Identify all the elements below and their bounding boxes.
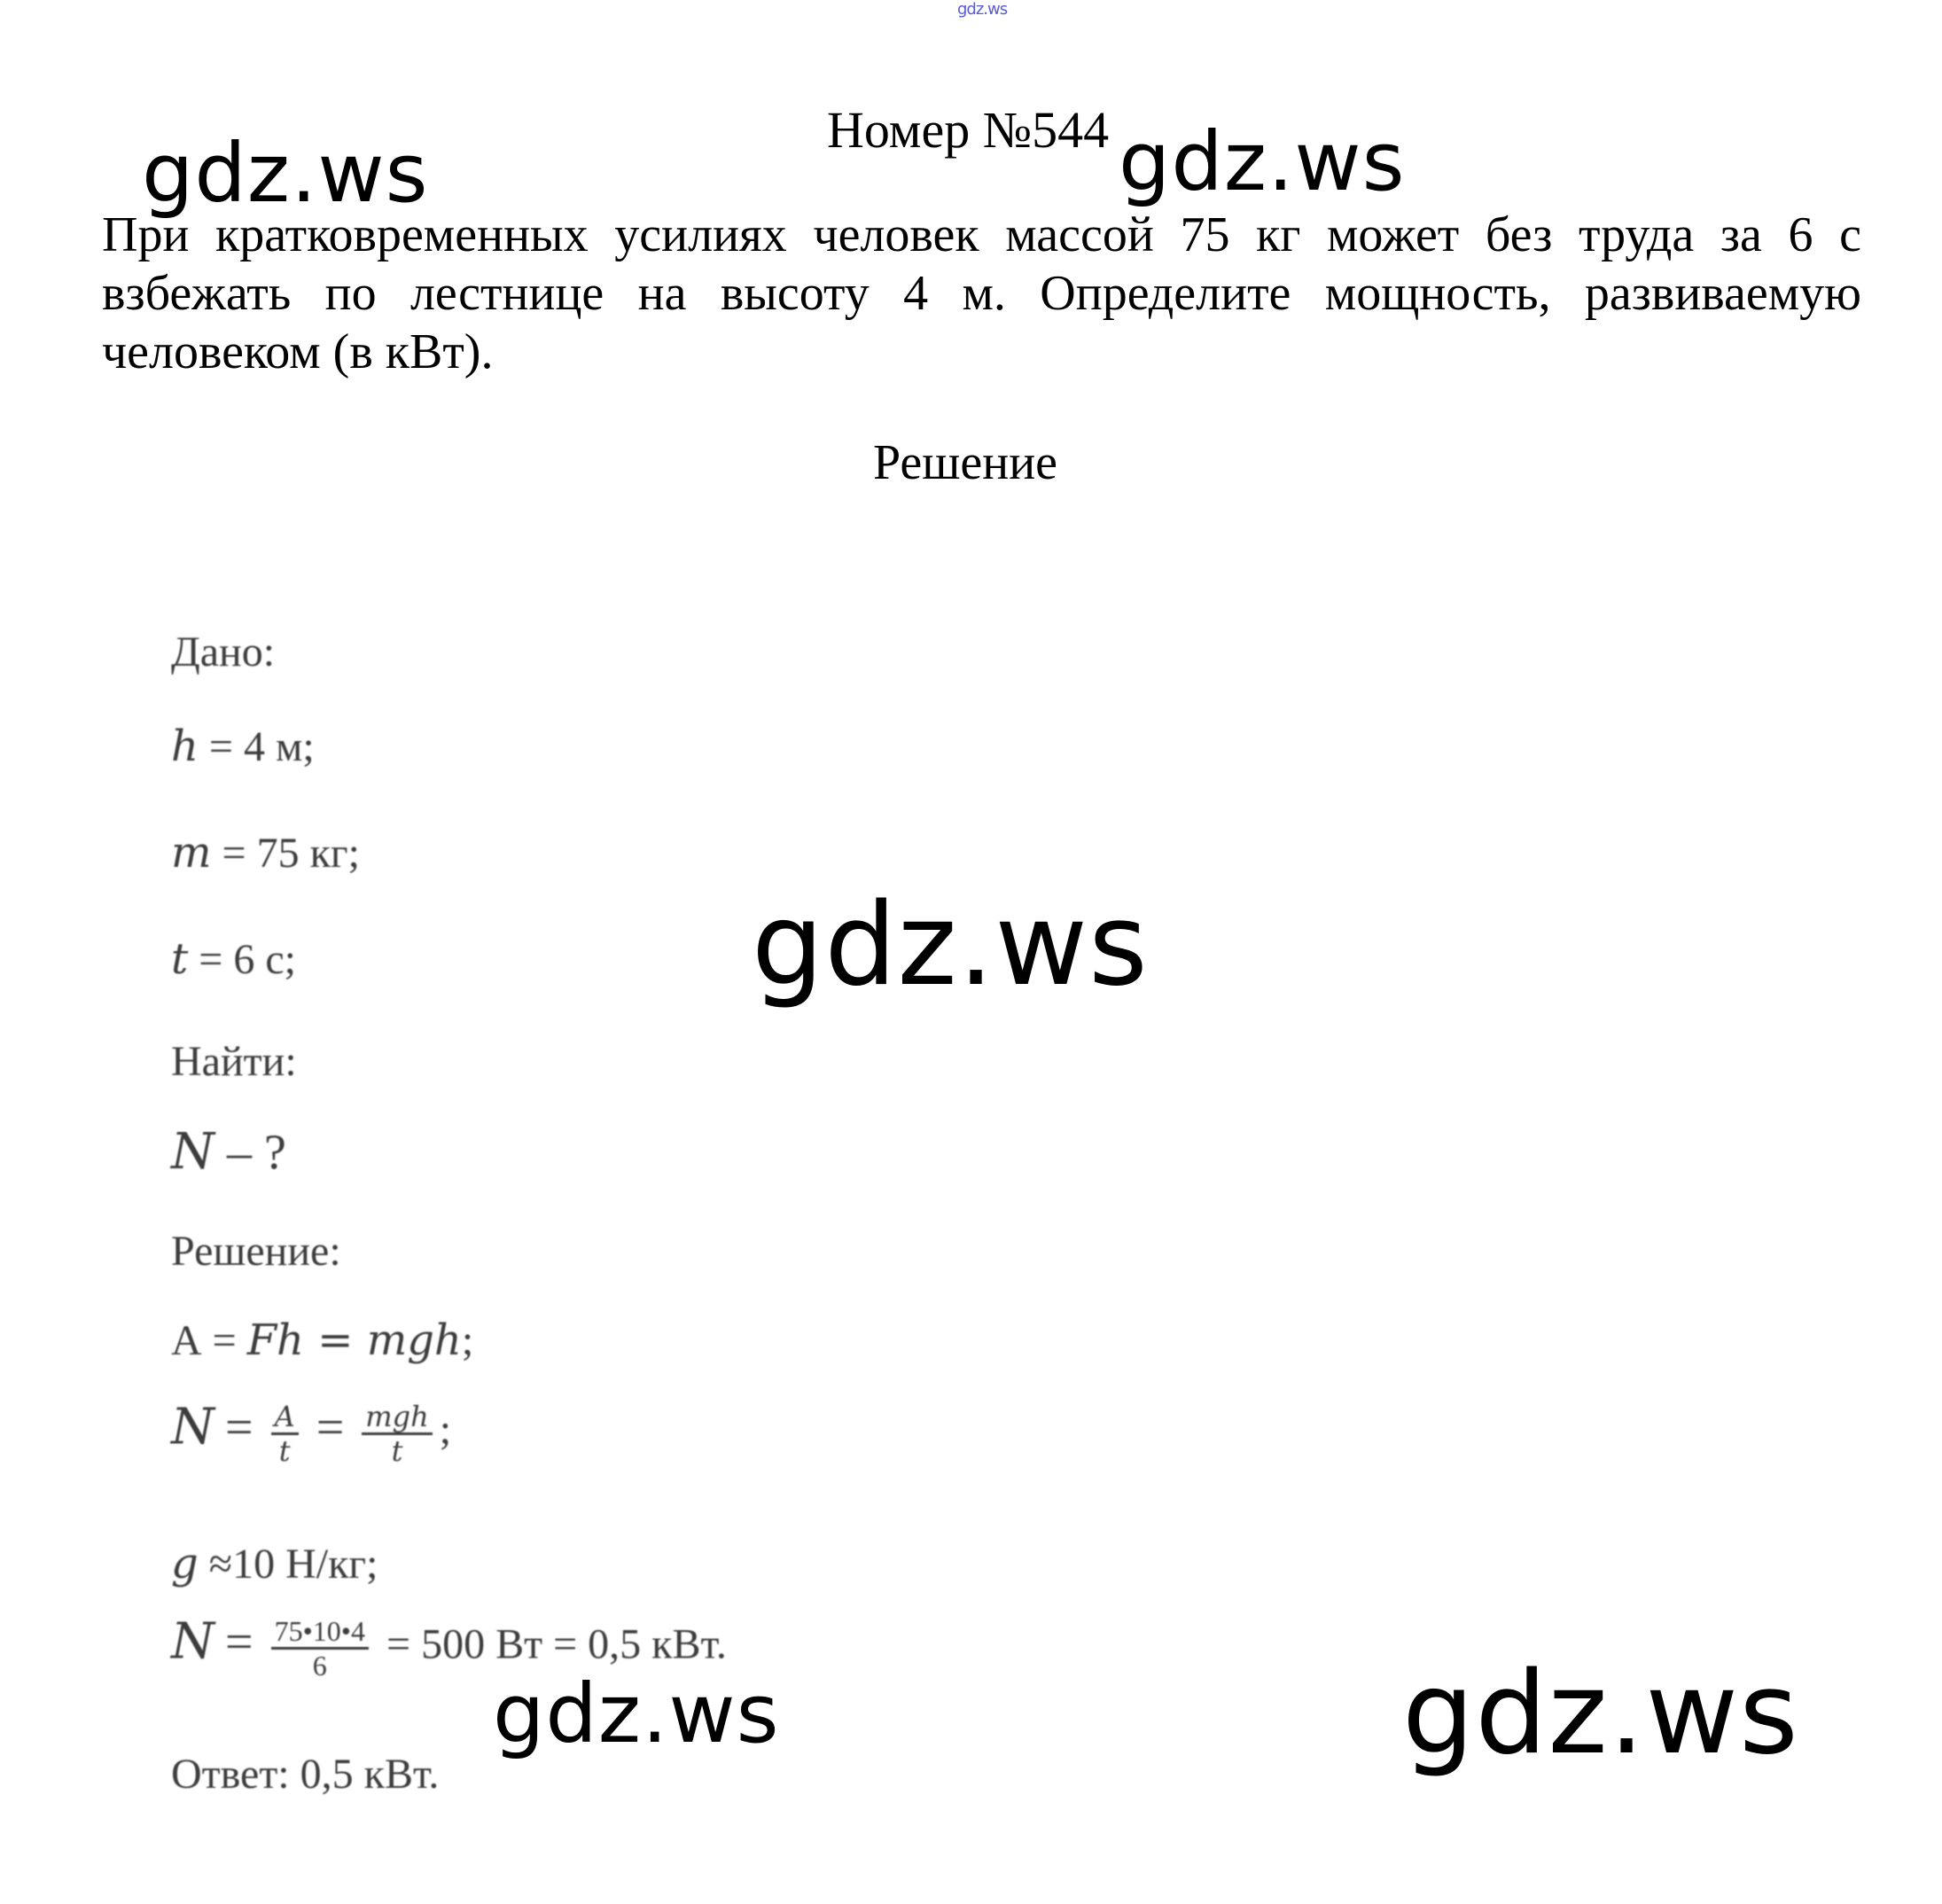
watermark-5: gdz.ws [1402, 1648, 1799, 1780]
work-expr: Fh = mgh [246, 1315, 462, 1365]
result-formula: N = $\frac{75•10•4}{6}$ = 500 Вт = 0,5 кВт. [171, 1612, 727, 1682]
frac-t1: t [278, 1434, 291, 1468]
var-g: g [171, 1539, 199, 1588]
fraction-mgh-over-t [362, 1401, 432, 1467]
top-watermark: gdz.ws [957, 0, 1008, 19]
given-h [171, 722, 315, 771]
frac-mgh: mgh [362, 1401, 432, 1435]
result-rest: = 500 Вт = 0,5 кВт. [376, 1620, 727, 1668]
value-h: = 4 м; [198, 723, 315, 770]
frac-result-num: 75•10•4 [271, 1615, 369, 1650]
g-value [171, 1539, 378, 1588]
watermark-1: gdz.ws [142, 126, 429, 221]
solution-heading: Решение [873, 435, 1058, 490]
value-t: = 6 с; [188, 936, 297, 983]
work-suffix: ; [461, 1317, 474, 1364]
frac-a: A [271, 1401, 299, 1435]
given-t [171, 934, 297, 984]
result-lhs: N [171, 1612, 214, 1671]
watermark-3: gdz.ws [752, 879, 1149, 1011]
work-formula [171, 1315, 474, 1365]
fraction-result [271, 1615, 369, 1682]
work-prefix: А = [171, 1317, 247, 1364]
answer: Ответ: 0,5 кВт. [171, 1751, 440, 1798]
given-m [171, 828, 360, 878]
frac-result-den: 6 [312, 1650, 327, 1682]
frac-t2: t [391, 1434, 403, 1468]
var-n: N [171, 1123, 214, 1181]
fraction-a-over-t [271, 1401, 299, 1467]
find-n [171, 1123, 286, 1181]
power-formula: N = $\frac{A}{t}$ = $\frac{\text{mgh}}{t}$ ; [171, 1398, 452, 1468]
var-m: m [171, 828, 212, 878]
power-suffix: ; [439, 1406, 452, 1454]
given-label: Дано: [171, 628, 276, 675]
solution-label: Решение: [171, 1228, 341, 1275]
find-n-rest: – ? [214, 1125, 286, 1180]
var-h: h [171, 722, 199, 771]
power-lhs: N [171, 1398, 214, 1456]
problem-text: При кратковременных усилиях человек массой 75 кг может без труда за 6 с взбежать по лестнице на высоту 4 м. Определите мощность, развиваемую человеком (в кВт). [102, 207, 1861, 379]
value-m: = 75 кг; [211, 830, 360, 877]
g-rest: ≈10 Н/кг; [198, 1541, 378, 1588]
page-title: Номер №544 [827, 101, 1110, 159]
watermark-4: gdz.ws [493, 1666, 780, 1761]
var-t: t [171, 934, 189, 984]
watermark-2: gdz.ws [1119, 114, 1406, 209]
find-label: Найти: [171, 1038, 297, 1085]
